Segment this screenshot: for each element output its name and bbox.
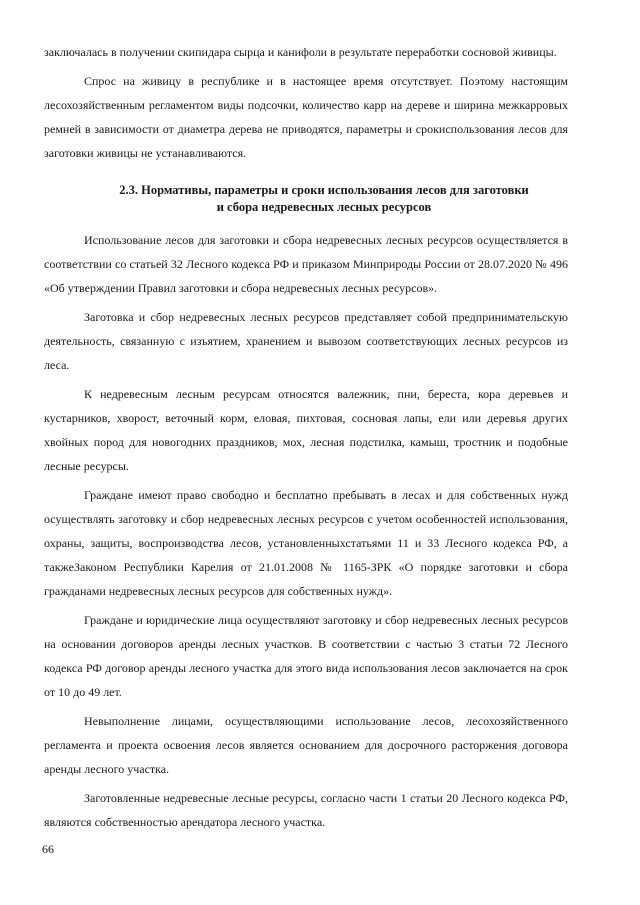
paragraph-activity-definition: Заготовка и сбор недревесных лесных ресурсов представляет собой предпринимательскую деятельность, связанную с изъятием, хранением и вывозом соответствующих лесных ресурсов из леса.	[44, 310, 568, 372]
resin-demand-paragraph: Спрос на живицу в республике и в настоящее время отсутствует. Поэтому настоящим лесохозяйственным регламентом виды подсочки, количество карр на дереве и ширина межкарровых ремней в зависимости от диаметра дерева не приводятся, параметры и срокиспользования лесов для заготовки живицы не устанавливаются.	[44, 74, 568, 160]
section-heading-line-2: и сбора недревесных лесных ресурсов	[216, 200, 432, 214]
paragraph-violation: Невыполнение лицами, осуществляющими использование лесов, лесохозяйственного регламента и проекта освоения лесов является основанием для досрочного расторжения договора аренды лесного участка.	[44, 714, 568, 776]
section-heading-line-1: 2.3. Нормативы, параметры и сроки использования лесов для заготовки	[119, 183, 529, 197]
section-heading	[44, 182, 568, 216]
paragraph-legal-basis: Использование лесов для заготовки и сбора недревесных лесных ресурсов осуществляется в соответствии со статьей 32 Лесного кодекса РФ и приказом Минприроды России от 28.07.2020 № 496 «Об утверждении Правил заготовки и сбора недревесных лесных ресурсов».	[44, 233, 568, 295]
paragraph-lease-terms: Граждане и юридические лица осуществляют заготовку и сбор недревесных лесных ресурсов на основании договоров аренды лесных участков. В соответствии с частью 3 статьи 72 Лесного кодекса РФ договор аренды лесного участка для этого вида использования лесов заключается на срок от 10 до 49 лет.	[44, 613, 568, 699]
page-number: 66	[42, 842, 54, 856]
paragraph-ownership: Заготовленные недревесные лесные ресурсы, согласно части 1 статьи 20 Лесного кодекса РФ, являются собственностью арендатора лесного участка.	[44, 791, 568, 829]
paragraph-citizen-rights: Граждане имеют право свободно и бесплатно пребывать в лесах и для собственных нужд осуществлять заготовку и сбор недревесных лесных ресурсов с учетом особенностей использования, охраны, защиты, воспроизводства лесов, установленныхстатьями 11 и 33 Лесного кодекса РФ, а такжеЗаконом Республики Карелия от 21.01.2008 № 1165-ЗРК «О порядке заготовки и сбора гражданами недревесных лесных ресурсов для собственных нужд».	[44, 488, 568, 598]
continued-paragraph: заключалась в получении скипидара сырца и канифоли в результате переработки сосновой живицы.	[44, 45, 557, 59]
paragraph-resource-list: К недревесным лесным ресурсам относятся валежник, пни, береста, кора деревьев и кустарников, хворост, веточный корм, еловая, пихтовая, сосновая лапы, ели или деревья других хвойных пород для новогодних праздников, мох, лесная подстилка, камыш, тростник и подобные лесные ресурсы.	[44, 387, 568, 473]
document-page	[44, 40, 568, 839]
